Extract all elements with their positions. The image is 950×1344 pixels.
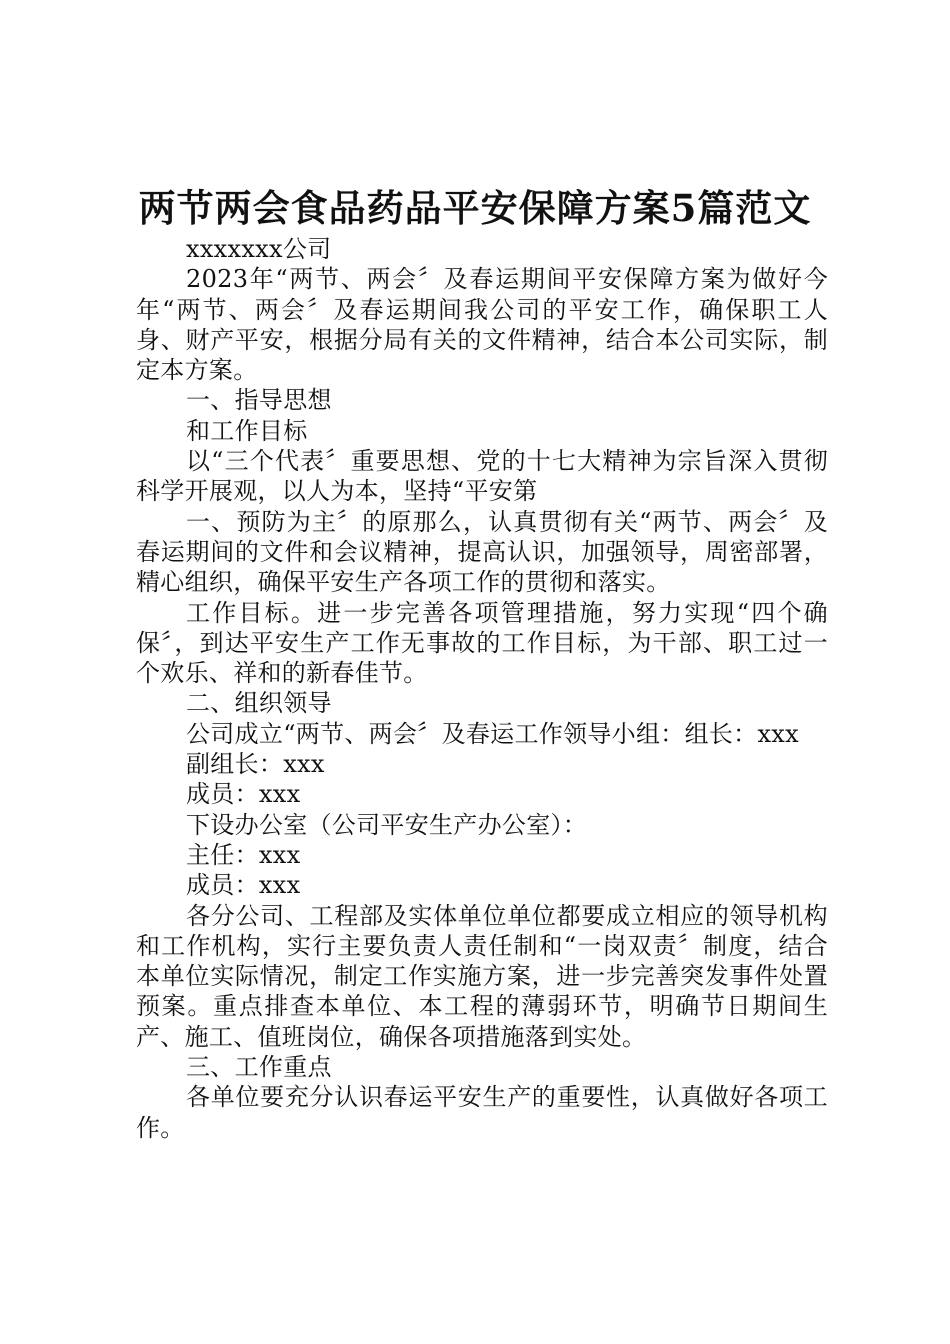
paragraph-work-goals: 工作目标。进一步完善各项管理措施，努力实现“四个确保〞，到达平安生产工作无事故的工作目标，为干部、职工过一个欢乐、祥和的新春佳节。 — [136, 598, 828, 688]
line-director: 主任：xxx — [186, 840, 301, 869]
line-members: 成员：xxx — [186, 780, 301, 809]
paragraph-responsibility: 各分公司、工程部及实体单位单位都要成立相应的领导机构和工作机构，实行主要负责人责任制和“一岗双责〞制度，结合本单位实际情况，制定工作实施方案，进一步完善突发事件处置预案。重点排查本单位、本工程的薄弱环节，明确节日期间生产、施工、值班岗位，确保各项措施落到实处。 — [136, 901, 828, 1051]
line-office: 下设办公室（公司平安生产办公室）： — [186, 810, 588, 839]
paragraph-leading-group: 公司成立“两节、两会〞及春运工作领导小组：组长：xxx — [186, 719, 799, 748]
line-office-members: 成员：xxx — [186, 871, 301, 900]
line-deputy-leader: 副组长：xxx — [186, 750, 325, 779]
heading-work-goals: 和工作目标 — [186, 416, 308, 445]
paragraph-work-focus: 各单位要充分认识春运平安生产的重要性，认真做好各项工作。 — [136, 1083, 828, 1142]
document-title: 两节两会食品药品平安保障方案5篇范文 — [138, 186, 812, 230]
company-name: xxxxxxx公司 — [186, 235, 332, 263]
document-body — [136, 234, 828, 1143]
heading-organization-leadership: 二、组织领导 — [186, 689, 332, 718]
heading-guiding-ideology: 一、指导思想 — [186, 386, 332, 415]
heading-work-focus: 三、工作重点 — [186, 1053, 332, 1082]
paragraph-prevention-first: 一、预防为主〞的原那么，认真贯彻有关“两节、两会〞及春运期间的文件和会议精神，提高认识，加强领导，周密部署，精心组织，确保平安生产各项工作的贯彻和落实。 — [136, 507, 828, 597]
paragraph-intro: 2023年“两节、两会〞及春运期间平安保障方案为做好今年“两节、两会〞及春运期间我公司的平安工作，确保职工人身、财产平安，根据分局有关的文件精神，结合本公司实际，制定本方案。 — [136, 265, 828, 385]
paragraph-guiding-principle: 以“三个代表〞重要思想、党的十七大精神为宗旨深入贯彻科学开展观，以人为本，坚持“平安第 — [136, 447, 828, 506]
